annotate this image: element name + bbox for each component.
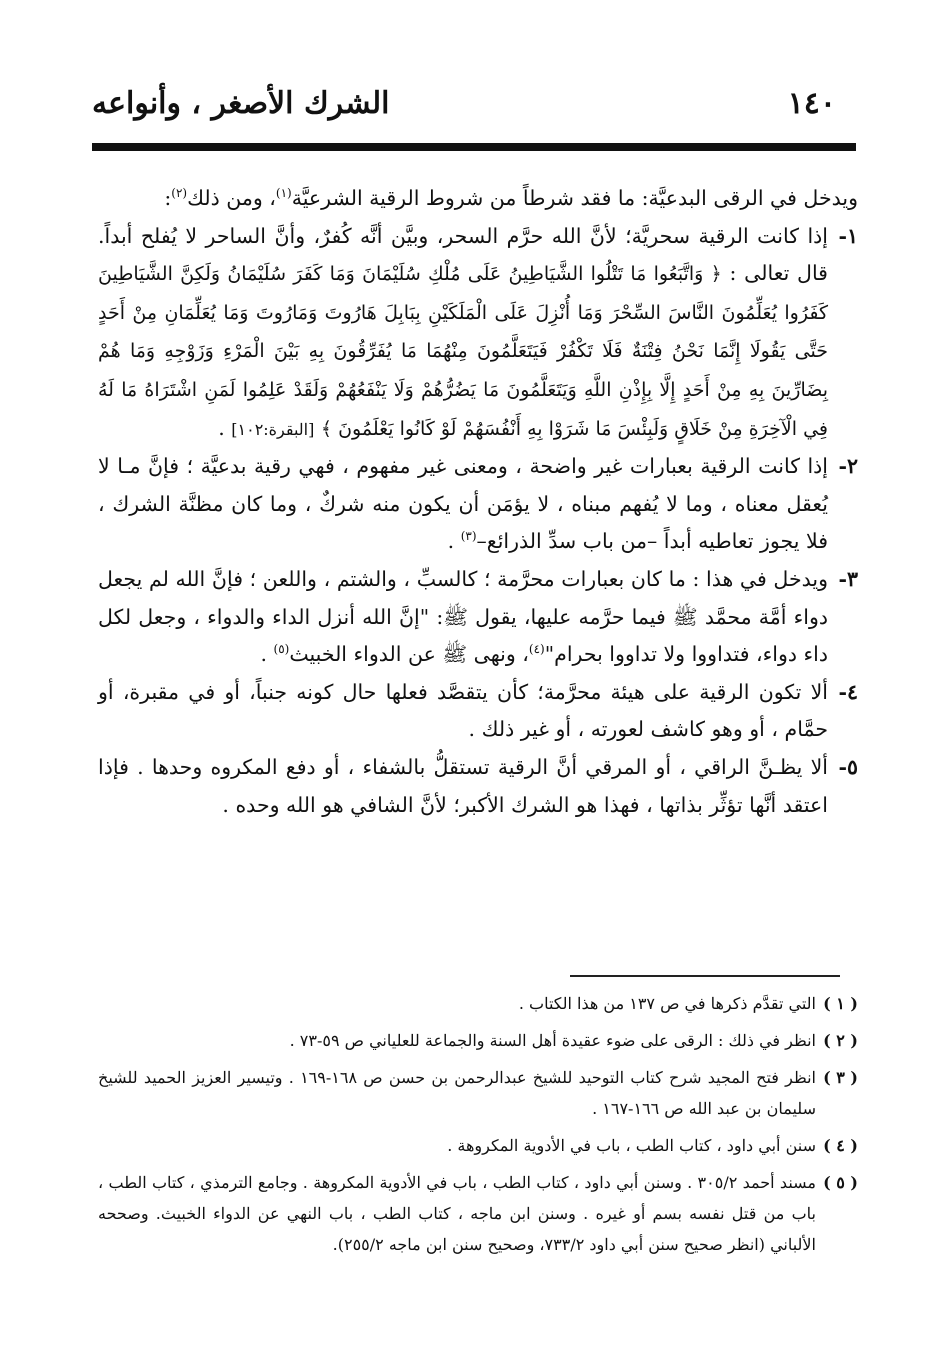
page-number: ١٤٠ — [787, 86, 836, 121]
footnote-number: ( ٣ ) — [823, 1068, 858, 1087]
item-text: ، ونهى ﷺ عن الدواء الخبيث — [289, 642, 529, 667]
running-title: الشرك الأصغر ، وأنواعه — [92, 86, 390, 121]
footnotes — [98, 988, 858, 1266]
footnote-text: سنن أبي داود ، كتاب الطب ، باب في الأدوية المكروهة . — [447, 1136, 816, 1155]
list-item — [98, 749, 858, 824]
footnote-number: ( ٤ ) — [823, 1136, 858, 1155]
footnote-text: انظر فتح المجيد شرح كتاب التوحيد للشيخ عبدالرحمن بن حسن ص ١٦٨-١٦٩ . وتيسير العزيز الحميد للشيخ سليمان بن عبد الله ص ١٦٦-١٦٧ . — [98, 1068, 816, 1118]
footnote-number: ( ١ ) — [823, 994, 858, 1013]
footnote-number: ( ٢ ) — [823, 1031, 858, 1050]
item-text: ألا تكون الرقية على هيئة محرَّمة؛ كأن يتقصَّد فعلها حال كونه جنباً، أو في مقبرة، أو حمَّام ، أو وهو كاشف لعورته ، أو غير ذلك . — [98, 679, 828, 742]
footnote-separator — [570, 975, 840, 977]
footnote-ref: (٥) — [273, 642, 290, 657]
intro-paragraph — [98, 180, 858, 218]
page-header — [92, 86, 836, 126]
intro-text: ، ومن ذلك — [187, 186, 276, 210]
footnote — [98, 1130, 858, 1161]
footnote — [98, 1025, 858, 1056]
footnote — [98, 1062, 858, 1124]
item-number: ١- — [838, 223, 858, 248]
item-number: ٥- — [838, 754, 858, 779]
footnote-text: التي تقدَّم ذكرها في ص ١٣٧ من هذا الكتاب . — [518, 994, 816, 1013]
intro-text: ويدخل في الرقى البدعيَّة: ما فقد شرطاً من شروط الرقية الشرعيَّة — [291, 186, 858, 210]
item-text: إذا كانت الرقية بعبارات غير واضحة ، ومعنى غير مفهوم ، فهي رقية بدعيَّة ؛ فإنَّ مـا لا يُعقل معناه ، وما لا يُفهم مبناه ، لا يؤمَن أن يكون منه شركٌ ، وما كان مظنَّة الشرك ، فلا يجوز تعاطيه أبداً –من باب سدِّ الذرائع– — [98, 454, 828, 554]
list-item — [98, 218, 858, 449]
footnote-ref: (١) — [275, 186, 292, 201]
header-rule — [92, 143, 856, 151]
footnote-number: ( ٥ ) — [823, 1173, 858, 1192]
item-text: إذا كانت الرقية سحريَّة؛ لأنَّ الله حرَّم السحر، وبيَّن أنَّه كُفرٌ، وأنَّ الساحر لا يُفلح أبداً. قال تعالى : — [98, 223, 828, 286]
item-text: ويدخل في هذا : ما كان بعبارات محرَّمة ؛ كالسبِّ ، والشتم ، واللعن ؛ فإنَّ الله لم يجعل دواء أمَّة محمَّد ﷺ فيما حرَّمه عليها، يقول ﷺ: "إنَّ الله أنزل الداء والدواء ، وجعل لكل داء دواء، فتداووا ولا تداووا بحرام" — [98, 566, 828, 667]
item-text: . — [218, 415, 225, 440]
footnote-text: انظر في ذلك : الرقى على ضوء عقيدة أهل السنة والجماعة للعلياني ص ٥٩-٧٣ . — [289, 1031, 816, 1050]
footnote — [98, 988, 858, 1019]
footnote-text: مسند أحمد ٣٠٥/٢ . وسنن أبي داود ، كتاب الطب ، باب في الأدوية المكروهة . وجامع الترمذي ، كتاب الطب ، باب من قتل نفسه بسم أو غيره . وسنن ابن ماجه ، كتاب الطب ، باب النهي عن الدواء الخبيث. وصححه الألباني (انظر صحيح سنن أبي داود ٧٣٣/٢، وصحيح سنن ابن ماجه ٢٥٥/٢). — [98, 1173, 816, 1254]
quran-verse: ﴿ وَاتَّبَعُوا مَا تَتْلُوا الشَّيَاطِينُ عَلَى مُلْكِ سُلَيْمَانَ وَمَا كَفَرَ سُلَيْمَانُ وَلَكِنَّ الشَّيَاطِينَ كَفَرُوا يُعَلِّمُونَ النَّاسَ السِّحْرَ وَمَا أُنْزِلَ عَلَى الْمَلَكَيْنِ بِبَابِلَ هَارُوتَ وَمَارُوتَ وَمَا يُعَلِّمَانِ مِنْ أَحَدٍ حَتَّى يَقُولَا إِنَّمَا نَحْنُ فِتْنَةٌ فَلَا تَكْفُرْ فَيَتَعَلَّمُونَ مِنْهُمَا مَا يُفَرِّقُونَ بِهِ بَيْنَ الْمَرْءِ وَزَوْجِهِ وَمَا هُمْ بِضَارِّينَ بِهِ مِنْ أَحَدٍ إِلَّا بِإِذْنِ اللَّهِ وَيَتَعَلَّمُونَ مَا يَضُرُّهُمْ وَلَا يَنْفَعُهُمْ وَلَقَدْ عَلِمُوا لَمَنِ اشْتَرَاهُ مَا لَهُ فِي الْآخِرَةِ مِنْ خَلَاقٍ وَلَبِئْسَ مَا شَرَوْا بِهِ أَنْفُسَهُمْ لَوْ كَانُوا يَعْلَمُونَ ﴾ — [98, 263, 828, 440]
list-item — [98, 561, 858, 674]
item-text: . — [447, 529, 455, 554]
item-number: ٣- — [838, 566, 858, 591]
item-text: ألا يظـنَّ الراقي ، أو المرقي أنَّ الرقية تستقلُّ بالشفاء ، أو دفع المكروه وحدها . فإذا اعتقد أنَّها تؤثِّر بذاتها ، فهذا هو الشرك الأكبر؛ لأنَّ الشافي هو الله وحده . — [98, 754, 828, 817]
list-item — [98, 448, 858, 561]
footnote-ref: (٤) — [528, 642, 545, 657]
item-text: . — [260, 642, 267, 667]
intro-text: : — [164, 186, 172, 210]
main-text — [98, 180, 858, 824]
footnote-ref: (٣) — [460, 529, 477, 544]
footnote — [98, 1167, 858, 1260]
footnote-ref: (٢) — [171, 186, 188, 201]
verse-reference: [البقرة:١٠٢] — [231, 419, 315, 439]
item-number: ٢- — [838, 454, 858, 479]
item-number: ٤- — [838, 679, 858, 704]
list-item — [98, 674, 858, 749]
